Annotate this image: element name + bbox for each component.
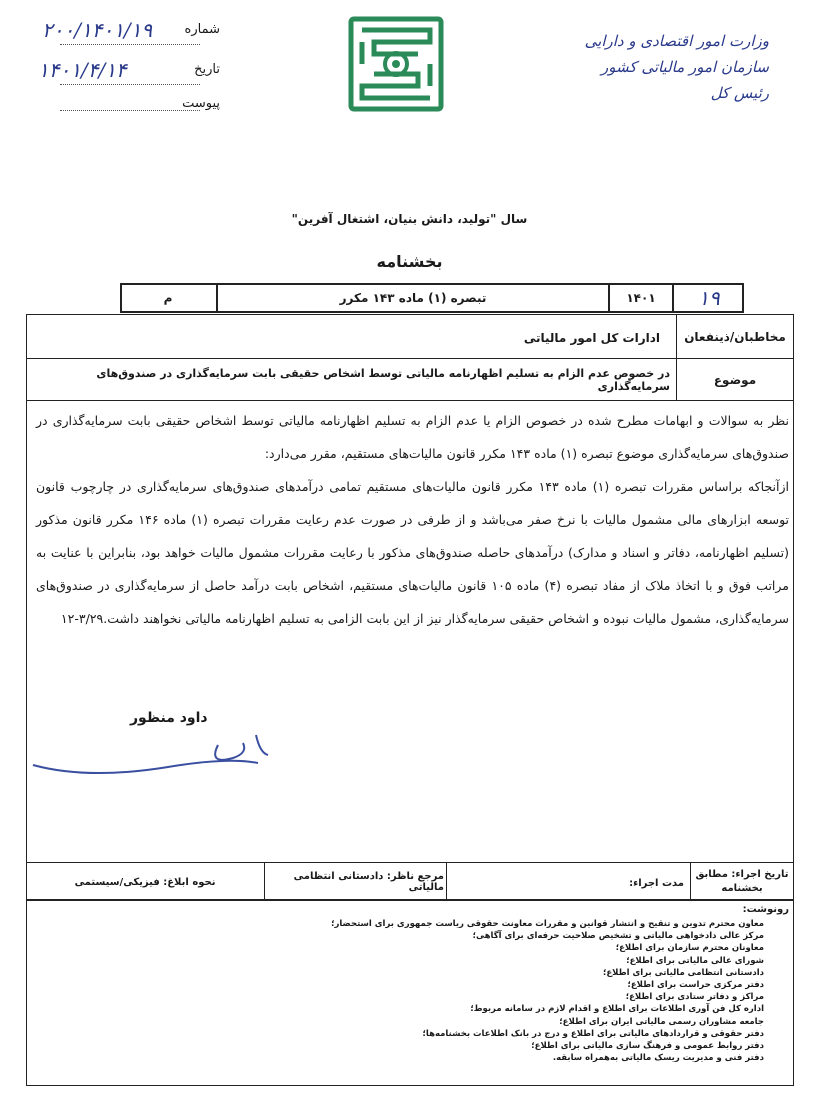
attachment-dotline	[60, 110, 200, 111]
addressees-label: مخاطبان/ذینفعان	[684, 329, 786, 344]
cc-label: رونوشت:	[742, 904, 789, 915]
signature-scribble	[28, 725, 278, 785]
ministry-line-3: رئیس کل	[710, 84, 769, 102]
ministry-line-1: وزارت امور اقتصادی و دارایی	[584, 32, 769, 50]
cc-item: شورای عالی مالیاتی برای اطلاع؛	[626, 955, 764, 966]
notification-method-label: نحوه ابلاغ: فیزیکی/سیستمی	[74, 876, 216, 888]
cc-item: دفتر حقوقی و قراردادهای مالیاتی برای اطلاع و درج در بانک اطلاعات بخشنامه‌ها؛	[422, 1028, 764, 1039]
date-label: تاریخ	[194, 62, 220, 77]
attachment-block	[110, 96, 220, 111]
cc-item: مرکز عالی دادخواهی مالیاتی و تشخیص صلاحیت حرفه‌ای برای آگاهی؛	[472, 931, 764, 942]
number-dotline	[60, 44, 200, 45]
letter-number-value: ۲۰۰/۱۴۰۱/۱۹	[42, 18, 153, 42]
body-paragraph-1: نظر به سوالات و ابهامات مطرح شده در خصوص الزام یا عدم الزام به تسلیم اظهارنامه مالیاتی توسط اشخاص حقیقی بابت سرمایه‌گذاری در صندوق‌های سرمایه‌گذاری موضوع تبصره (۱) ماده ۱۴۳ مکرر قانون مالیات‌های مستقیم، مقرر می‌دارد:	[36, 413, 789, 461]
body-paragraph-2: ازآنجاکه براساس مقررات تبصره (۱) ماده ۱۴۳ مکرر قانون مالیات‌های مستقیم تمامی درآمدهای صندوق‌های سرمایه‌گذاری در چارچوب قانون توسعه ابزارهای مالی مشمول مالیات با نرخ صفر می‌باشد و از طرفی در صورت عدم رعایت مقررات تبصره (۱) ماده ۱۴۶ مکرر قانون مذکور (تسلیم اظهارنامه، دفاتر و اسناد و مدارک) درآمدهای حاصله صندوق‌های مذکور با رعایت مقررات مشمول مالیات خواهد بود، بنابراین با عنایت به مراتب فوق و با اتخاذ ملاک از مفاد تبصره (۴) ماده ۱۰۵ قانون مالیات‌های مستقیم، اشخاص بابت درآمد حاصل از سرمایه‌گذاری در صندوق‌های سرمایه‌گذاری، مشمول مالیات نبوده و اشخاص حقیقی سرمایه‌گذار نیز از این بابت الزامی به تسلیم اظهارنامه مالیاتی نخواهند داشت.۳/۲۹-۱۲	[36, 479, 789, 626]
signatory-name: داود منظور	[130, 710, 208, 726]
execution-duration-label: مدت اجراء:	[629, 877, 684, 889]
organization-logo	[348, 16, 444, 112]
number-label: شماره	[184, 22, 220, 37]
circular-body	[36, 404, 789, 635]
cc-item: دفتر مرکزی حراست برای اطلاع؛	[627, 980, 764, 991]
circular-year: ۱۴۰۱	[608, 283, 672, 313]
addressees-value: ادارات کل امور مالیاتی	[523, 331, 660, 345]
ministry-line-2: سازمان امور مالیاتی کشور	[601, 58, 769, 76]
document-title: بخشنامه	[376, 252, 443, 271]
letter-date-value: ۱۴۰۱/۴/۱۴	[38, 58, 127, 82]
execution-date-label: تاریخ اجراء: مطابق بخشنامه	[695, 869, 789, 894]
footer-divider-3	[264, 862, 265, 900]
date-dotline	[60, 84, 200, 85]
cc-item: اداره کل فن آوری اطلاعات برای اطلاع و اقدام لازم در سامانه مربوط؛	[470, 1004, 764, 1015]
cc-list	[331, 918, 764, 1064]
cc-item: معاون محترم تدوین و تنقیح و انتشار قوانین و مقررات معاونت حقوقی ریاست جمهوری برای استحضار؛	[331, 919, 764, 929]
circular-number: ۱۹	[672, 283, 744, 313]
year-motto: سال "تولید، دانش بنیان، اشتغال آفرین"	[291, 212, 528, 226]
cc-item: جامعه مشاوران رسمی مالیاتی ایران برای اطلاع؛	[559, 1016, 764, 1027]
main-frame-divider-1	[26, 358, 794, 359]
cc-item: معاونان محترم سازمان برای اطلاع؛	[615, 943, 764, 954]
cc-item: دفتر روابط عمومی و فرهنگ سازی مالیاتی برای اطلاع؛	[531, 1041, 764, 1052]
subject-value: در خصوص عدم الزام به تسلیم اظهارنامه مالیاتی توسط اشخاص حقیقی بابت سرمایه‌گذاری در صندوق‌های سرمایه‌گذاری	[96, 367, 670, 393]
footer-divider-1	[690, 862, 691, 900]
circular-subject-ref: تبصره (۱) ماده ۱۴۳ مکرر	[216, 283, 608, 313]
cc-item: مراکز و دفاتر ستادی برای اطلاع؛	[625, 992, 764, 1003]
footer-divider-2	[446, 862, 447, 900]
subject-label: موضوع	[713, 373, 757, 387]
ministry-heading	[549, 28, 769, 106]
supervisor-label: مرجع ناظر: دادستانی انتظامی مالیاتی	[293, 871, 444, 893]
circular-suffix: م	[163, 291, 173, 305]
cc-item: دادستانی انتظامی مالیاتی برای اطلاع؛	[602, 967, 764, 978]
logo-emblem-icon	[348, 16, 444, 112]
cc-item: دفتر فنی و مدیریت ریسک مالیاتی به‌همراه سابقه.	[552, 1053, 764, 1064]
main-frame-divider-2	[26, 400, 794, 401]
attachment-label: پیوست	[182, 96, 220, 111]
